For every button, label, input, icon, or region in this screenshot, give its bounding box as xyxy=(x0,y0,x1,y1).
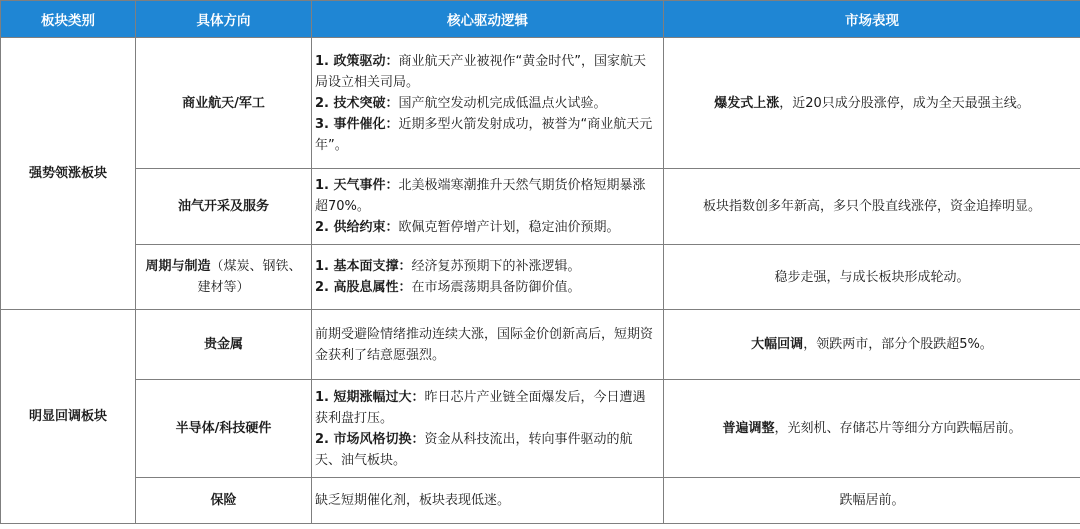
header-logic: 核心驱动逻辑 xyxy=(312,1,664,38)
direction-cell: 油气开采及服务 xyxy=(136,169,312,245)
category-cell: 明显回调板块 xyxy=(1,310,136,524)
table-row xyxy=(1,245,1080,310)
performance-cell xyxy=(664,169,1080,245)
logic-cell xyxy=(312,380,664,478)
logic-text: 欧佩克暂停增产计划，稳定油价预期。 xyxy=(398,220,620,235)
logic-text: 近期多型火箭发射成功，被誉为“商业航天元年”。 xyxy=(315,116,653,153)
header-row xyxy=(1,1,1080,38)
table-row xyxy=(1,478,1080,524)
logic-text: 缺乏短期催化剂，板块表现低迷。 xyxy=(315,493,511,508)
direction-cell: 保险 xyxy=(136,478,312,524)
logic-label: 2. 市场风格切换： xyxy=(315,431,425,447)
logic-label: 2. 技术突破： xyxy=(315,95,399,111)
logic-label: 1. 政策驱动： xyxy=(315,53,399,69)
performance-cell xyxy=(664,310,1080,380)
table-row xyxy=(1,169,1080,245)
performance-label: 大幅回调 xyxy=(751,337,804,352)
performance-cell xyxy=(664,380,1080,478)
logic-text: 经济复苏预期下的补涨逻辑。 xyxy=(411,259,581,274)
header-performance: 市场表现 xyxy=(664,1,1080,38)
table-row xyxy=(1,310,1080,380)
table-row xyxy=(1,380,1080,478)
logic-text: 北美极端寒潮推升天然气期货价格短期暴涨超70%。 xyxy=(315,178,646,214)
logic-text: 昨日芯片产业链全面爆发后，今日遭遇获利盘打压。 xyxy=(315,389,646,426)
logic-text: 商业航天产业被视作“黄金时代”，国家航天局设立相关司局。 xyxy=(315,53,646,90)
performance-cell xyxy=(664,38,1080,169)
logic-cell xyxy=(312,169,664,245)
direction-cell: 贵金属 xyxy=(136,310,312,380)
performance-text: 板块指数创多年新高，多只个股直线涨停，资金追捧明显。 xyxy=(702,199,1041,214)
logic-cell xyxy=(312,310,664,380)
logic-label: 2. 高股息属性： xyxy=(315,280,412,295)
logic-label: 2. 供给约束： xyxy=(315,220,399,235)
performance-label: 普遍调整 xyxy=(722,421,775,436)
direction-cell: 半导体/科技硬件 xyxy=(136,380,312,478)
performance-text: 跌幅居前。 xyxy=(839,493,905,508)
logic-label: 3. 事件催化： xyxy=(315,116,399,132)
performance-text: 稳步走强，与成长板块形成轮动。 xyxy=(774,269,970,285)
performance-text: ，近20只成分股涨停，成为全天最强主线。 xyxy=(779,95,1030,111)
logic-text: 前期受避险情绪推动连续大涨，国际金价创新高后，短期资金获利了结意愿强烈。 xyxy=(315,326,654,363)
performance-text: ，光刻机、存储芯片等细分方向跌幅居前。 xyxy=(774,421,1022,436)
performance-cell xyxy=(664,245,1080,310)
logic-label: 1. 基本面支撑： xyxy=(315,259,412,274)
category-cell: 强势领涨板块 xyxy=(1,38,136,310)
direction-bold: 周期与制造 xyxy=(145,259,211,274)
header-category: 板块类别 xyxy=(1,1,136,38)
direction-cell: 商业航天/军工 xyxy=(136,38,312,169)
direction-note: （煤炭、钢铁、建材等） xyxy=(197,259,302,295)
header-direction: 具体方向 xyxy=(136,1,312,38)
logic-text: 资金从科技流出，转向事件驱动的航天、油气板块。 xyxy=(315,431,633,468)
logic-cell xyxy=(312,245,664,310)
direction-cell xyxy=(136,245,312,310)
performance-cell xyxy=(664,478,1080,524)
table-row xyxy=(1,38,1080,169)
logic-cell xyxy=(312,478,664,524)
logic-text: 国产航空发动机完成低温点火试验。 xyxy=(398,95,607,111)
logic-cell xyxy=(312,38,664,169)
performance-label: 爆发式上涨 xyxy=(714,95,780,111)
logic-text: 在市场震荡期具备防御价值。 xyxy=(411,280,581,295)
performance-text: ，领跌两市，部分个股跌超5%。 xyxy=(803,337,993,352)
logic-label: 1. 短期涨幅过大： xyxy=(315,389,425,405)
logic-label: 1. 天气事件： xyxy=(315,178,399,193)
